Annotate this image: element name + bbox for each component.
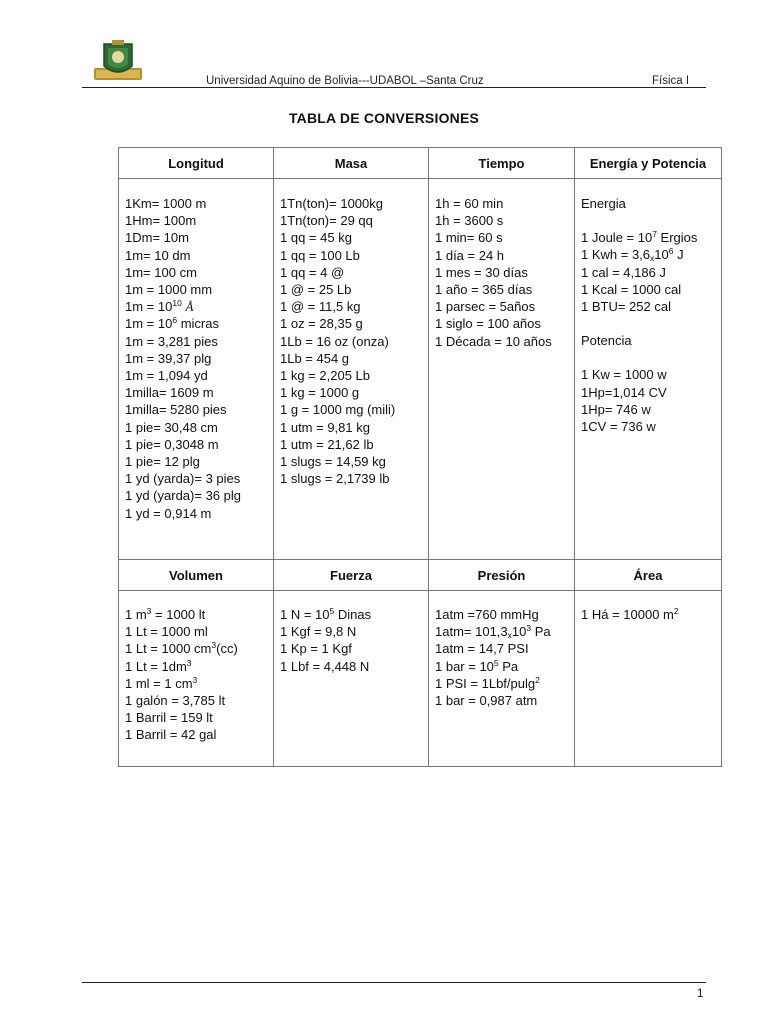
superscript: 6: [172, 315, 178, 326]
list-item: 1 Kw = 1000 w: [581, 367, 667, 383]
list-item: 1 Kp = 1 Kgf: [280, 641, 352, 657]
list-item: 1h = 60 min: [435, 196, 504, 211]
list-item: 1m = 1000 mm: [125, 282, 213, 298]
text: = 1000 lt: [151, 607, 206, 622]
list-item: 1 oz = 28,35 g: [280, 316, 363, 332]
text: Dinas: [334, 607, 372, 622]
potencia-label: Potencia: [581, 333, 632, 349]
text: 1 N = 10: [280, 607, 330, 622]
header-course: Física I: [652, 75, 690, 87]
text: 1 Joule = 10: [581, 230, 653, 246]
list-item: 1Tn(ton)= 1000kg: [280, 196, 383, 211]
list-item: 1m= 10 dm: [125, 247, 191, 263]
list-item: 1atm =760 mmHg: [435, 607, 539, 622]
list-item: 1atm = 14,7 PSI: [435, 641, 529, 657]
header-presion: Presión: [429, 560, 575, 591]
list-item: 1 Barril = 42 gal: [125, 727, 217, 743]
list-item: 1 kg = 2,205 Lb: [280, 368, 370, 384]
text: J: [673, 247, 684, 263]
list-item: 1 parsec = 5años: [435, 299, 536, 315]
list-item: 1Tn(ton)= 29 qq: [280, 213, 373, 229]
cell-longitud: [119, 179, 274, 560]
list-item: 1 Barril = 159 lt: [125, 710, 213, 726]
header-masa: Masa: [274, 148, 429, 179]
spacer: [581, 349, 715, 366]
text: 1 bar = 10: [435, 658, 494, 674]
list-item: [435, 675, 568, 692]
list-item: 1milla= 5280 pies: [125, 402, 227, 418]
list-item: [125, 315, 267, 332]
list-item: 1 pie= 0,3048 m: [125, 436, 219, 452]
footer-divider: [82, 982, 706, 983]
list-item: [125, 658, 267, 675]
list-item: [280, 606, 422, 623]
list-item: 1Km= 1000 m: [125, 196, 207, 211]
list-item: 1 yd = 0,914 m: [125, 505, 212, 521]
list-item: 1 qq = 100 Lb: [280, 247, 360, 263]
list-item: 1 día = 24 h: [435, 247, 505, 263]
text: 1 m: [125, 607, 147, 622]
text: 1 ml = 1 cm: [125, 675, 193, 691]
superscript: 5: [329, 606, 335, 616]
superscript: 2: [535, 674, 540, 685]
list-item: 1 qq = 4 @: [280, 264, 345, 280]
superscript: 6: [668, 246, 674, 257]
text: 1 Lt = 1000 cm: [125, 641, 212, 657]
superscript: 10: [172, 298, 182, 309]
text: 1m = 10: [125, 299, 173, 315]
text: Pa: [498, 658, 519, 674]
list-item: 1 Lbf = 4,448 N: [280, 658, 370, 674]
angstrom-symbol: Å: [185, 299, 194, 315]
conversion-table: [118, 147, 722, 767]
header-institution: Universidad Aquino de Bolivia---UDABOL –Santa Cruz: [206, 75, 484, 87]
superscript: 3: [186, 657, 192, 668]
list-item: 1Hp=1,014 CV: [581, 384, 667, 400]
list-item: 1h = 3600 s: [435, 213, 504, 229]
list-item: 1m= 100 cm: [125, 264, 197, 280]
page-number: 1: [697, 988, 704, 1000]
header-area: Área: [575, 560, 722, 591]
list-item: 1 kg = 1000 g: [280, 385, 360, 401]
list-item: [125, 298, 267, 315]
list-item: [581, 246, 715, 263]
list-item: 1 cal = 4,186 J: [581, 264, 666, 280]
list-item: 1 Década = 10 años: [435, 333, 552, 349]
list-item: 1 min= 60 s: [435, 230, 503, 246]
list-item: 1Lb = 454 g: [280, 350, 350, 366]
list-item: 1Dm= 10m: [125, 230, 189, 246]
list-item: 1 g = 1000 mg (mili): [280, 402, 396, 418]
spacer: [581, 315, 715, 332]
text: 1 Kwh = 3,6: [581, 247, 651, 263]
text: 10: [654, 247, 669, 263]
header-fuerza: Fuerza: [274, 560, 429, 591]
list-item: 1 @ = 11,5 kg: [280, 299, 361, 315]
list-item: 1 bar = 0,987 atm: [435, 693, 538, 709]
superscript: 3: [146, 606, 152, 616]
cell-presion: [429, 591, 575, 767]
list-item: 1 siglo = 100 años: [435, 316, 541, 332]
list-item: 1 pie= 30,48 cm: [125, 419, 218, 435]
list-item: 1 yd (yarda)= 36 plg: [125, 488, 241, 504]
text: micras: [177, 316, 219, 332]
header-energia-potencia: Energía y Potencia: [575, 148, 722, 179]
header-volumen: Volumen: [119, 560, 274, 591]
spacer: [581, 212, 715, 229]
list-item: 1 galón = 3,785 lt: [125, 693, 226, 709]
list-item: 1 slugs = 2,1739 lb: [280, 471, 390, 487]
cell-volumen: [119, 591, 274, 767]
cell-fuerza: [274, 591, 429, 767]
table-row: [119, 179, 722, 560]
list-item: 1m = 1,094 yd: [125, 368, 208, 384]
list-item: 1 utm = 21,62 lb: [280, 436, 374, 452]
list-item: 1 utm = 9,81 kg: [280, 419, 370, 435]
text: Ergios: [656, 230, 698, 246]
table-header-row: [119, 560, 722, 591]
list-item: [581, 606, 715, 623]
list-item: 1 Kgf = 9,8 N: [280, 624, 357, 640]
list-item: 1 pie= 12 plg: [125, 454, 200, 470]
superscript: 5: [493, 657, 499, 668]
cell-masa: [274, 179, 429, 560]
list-item: 1 yd (yarda)= 3 pies: [125, 471, 241, 487]
list-item: 1 BTU= 252 cal: [581, 299, 671, 315]
cell-area: [575, 591, 722, 767]
list-item: 1 mes = 30 días: [435, 264, 528, 280]
text: 1atm= 101,3: [435, 624, 508, 640]
list-item: [125, 606, 267, 623]
superscript: 3: [192, 674, 198, 685]
list-item: [435, 658, 568, 675]
list-item: [125, 640, 267, 657]
subscript: x: [650, 253, 655, 264]
text: (cc): [216, 641, 238, 657]
text: 1 Há = 10000 m: [581, 607, 674, 622]
superscript: 3: [526, 623, 532, 634]
header-longitud: Longitud: [119, 148, 274, 179]
list-item: 1CV = 736 w: [581, 419, 656, 435]
list-item: 1milla= 1609 m: [125, 385, 214, 401]
text: 10: [511, 624, 527, 640]
superscript: 7: [652, 229, 657, 240]
list-item: [125, 675, 267, 692]
list-item: [581, 229, 715, 246]
superscript: 2: [673, 606, 679, 616]
page-title: TABLA DE CONVERSIONES: [288, 110, 480, 126]
list-item: 1m = 3,281 pies: [125, 333, 218, 349]
list-item: 1Hm= 100m: [125, 213, 197, 229]
list-item: 1Hp= 746 w: [581, 401, 651, 417]
superscript: 3: [211, 640, 217, 651]
list-item: 1 slugs = 14,59 kg: [280, 454, 386, 470]
list-item: 1m = 39,37 plg: [125, 350, 212, 366]
text: 1 Lt = 1dm: [125, 658, 187, 674]
text: 1 PSI = 1Lbf/pulg: [435, 675, 536, 691]
header-divider: [82, 87, 706, 88]
cell-energia-potencia: [575, 179, 722, 560]
list-item: 1 año = 365 días: [435, 282, 533, 298]
subscript: x: [507, 630, 512, 641]
list-item: [435, 623, 568, 640]
list-item: 1 Lt = 1000 ml: [125, 624, 208, 640]
university-crest-icon: [92, 38, 144, 86]
table-header-row: [119, 148, 722, 179]
list-item: 1 Kcal = 1000 cal: [581, 281, 682, 297]
table-row: [119, 591, 722, 767]
list-item: 1 @ = 25 Lb: [280, 282, 352, 298]
energia-label: Energia: [581, 196, 626, 211]
list-item: 1 qq = 45 kg: [280, 230, 352, 246]
text: 1m = 10: [125, 316, 173, 332]
header-tiempo: Tiempo: [429, 148, 575, 179]
text: Pa: [531, 624, 551, 640]
list-item: 1Lb = 16 oz (onza): [280, 333, 389, 349]
cell-tiempo: [429, 179, 575, 560]
